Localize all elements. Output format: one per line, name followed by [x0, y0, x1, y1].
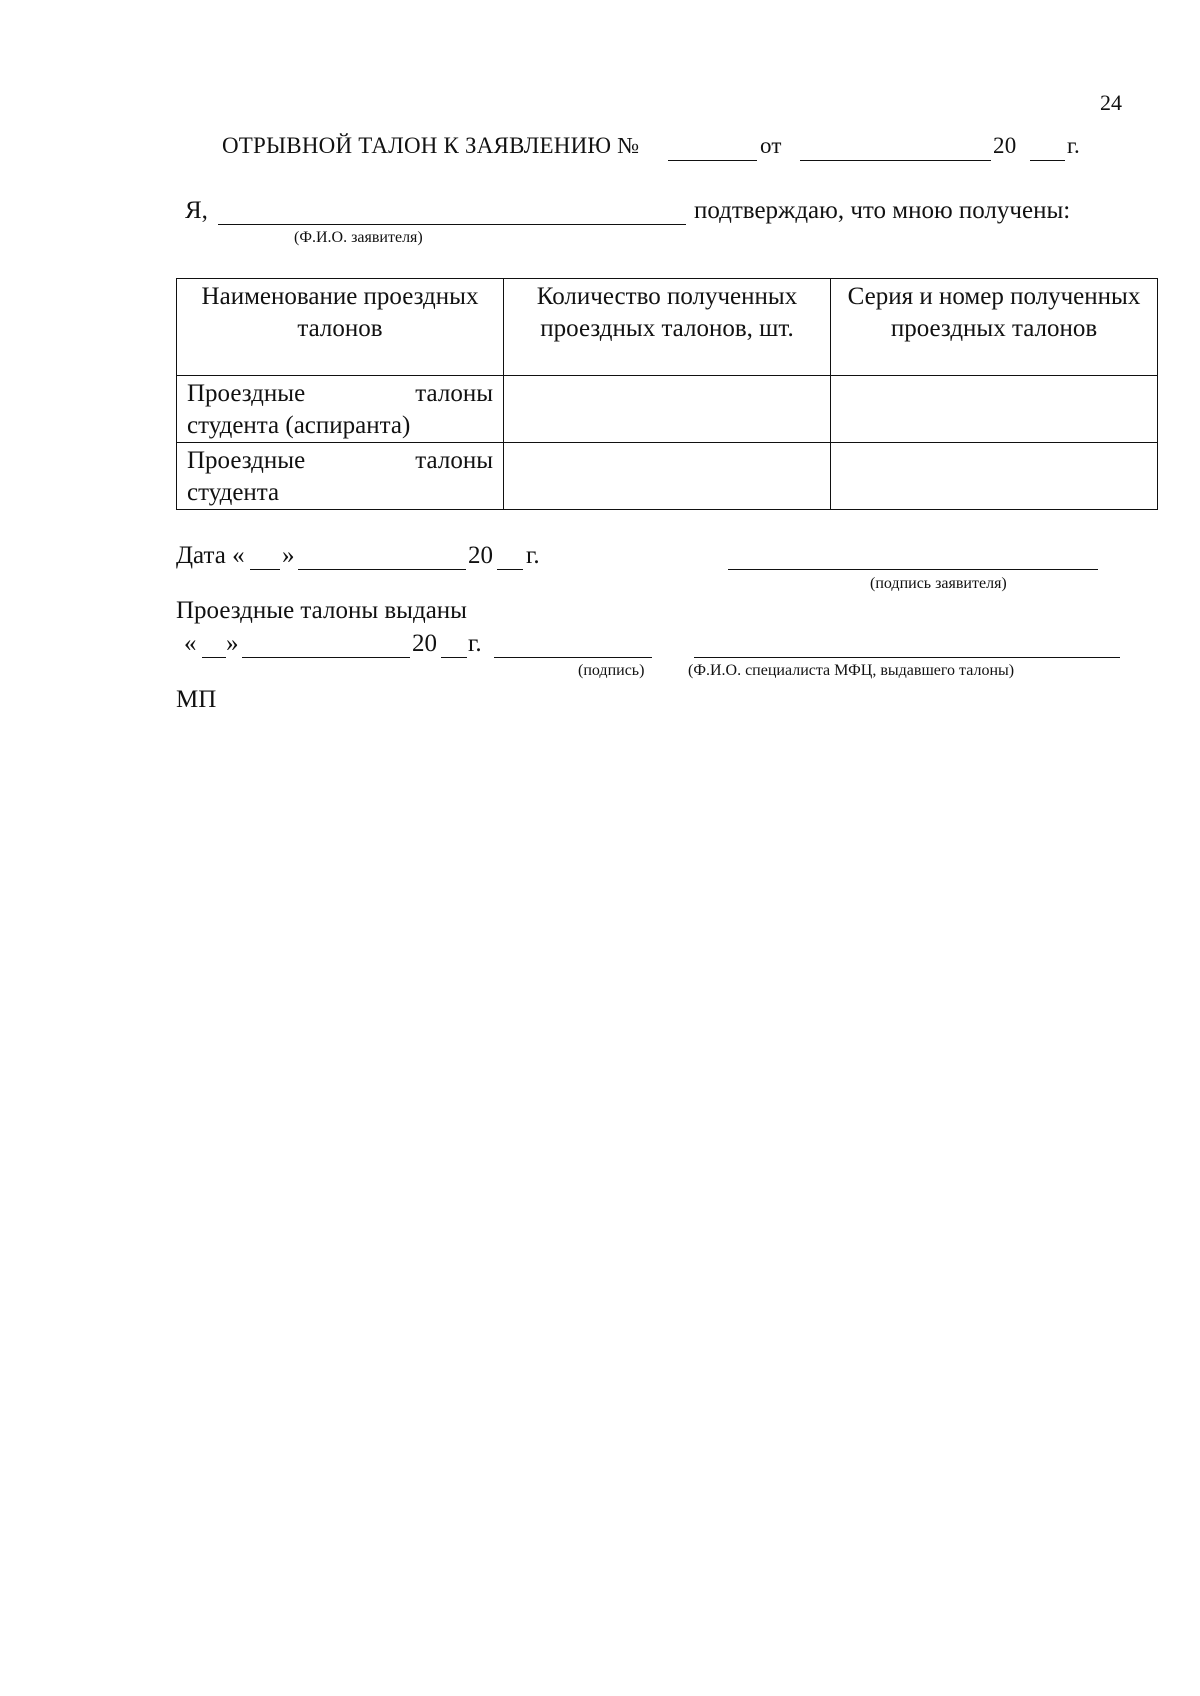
issued-quote-close: »: [226, 630, 239, 657]
ticket-series-cell[interactable]: [831, 376, 1158, 443]
ticket-quantity-cell[interactable]: [504, 376, 831, 443]
issued-quote-open: «: [184, 630, 197, 657]
table-header-row: [177, 279, 1158, 376]
confirm-prefix: Я,: [185, 197, 208, 224]
header-ticket-series: Серия и номер полученных проездных талонов: [831, 279, 1158, 376]
date-day-line[interactable]: [250, 569, 280, 570]
applicant-name-caption: (Ф.И.О. заявителя): [294, 229, 423, 246]
tickets-table: [176, 278, 1158, 510]
specialist-signature-line[interactable]: [494, 657, 652, 658]
date-year-suffix: г.: [526, 542, 540, 569]
ticket-name-word1: Проездные: [187, 447, 306, 474]
specialist-name-line[interactable]: [694, 657, 1120, 658]
ticket-name-cell: [177, 376, 504, 443]
issued-day-line[interactable]: [202, 657, 226, 658]
application-year-line[interactable]: [1030, 160, 1065, 161]
stamp-label: МП: [176, 686, 217, 713]
issued-year-prefix: 20: [412, 630, 437, 657]
page-number: 24: [1100, 90, 1122, 115]
title-year-suffix: г.: [1067, 133, 1080, 158]
date-month-line[interactable]: [298, 569, 466, 570]
application-date-line[interactable]: [800, 160, 991, 161]
ticket-name-word2: талоны: [415, 447, 493, 474]
ticket-name-word1: Проездные: [187, 380, 306, 407]
specialist-signature-caption: (подпись): [578, 662, 645, 679]
title-from-label: от: [760, 133, 782, 158]
date-label: Дата «: [176, 542, 245, 569]
table-row: [177, 376, 1158, 443]
header-ticket-name: Наименование проездных талонов: [177, 279, 504, 376]
issued-label: Проездные талоны выданы: [176, 597, 467, 624]
issued-year-suffix: г.: [468, 630, 482, 657]
title-label: ОТРЫВНОЙ ТАЛОН К ЗАЯВЛЕНИЮ №: [222, 133, 640, 158]
date-quote-close: »: [282, 542, 295, 569]
confirm-suffix: подтверждаю, что мною получены:: [694, 197, 1071, 224]
table-row: [177, 443, 1158, 510]
specialist-name-caption: (Ф.И.О. специалиста МФЦ, выдавшего талоны): [688, 662, 1015, 679]
date-year-line[interactable]: [497, 569, 523, 570]
issued-month-line[interactable]: [242, 657, 410, 658]
ticket-name-line2: студента (аспиранта): [187, 412, 411, 439]
applicant-signature-line[interactable]: [728, 569, 1098, 570]
applicant-signature-caption: (подпись заявителя): [870, 575, 1007, 592]
issued-year-line[interactable]: [441, 657, 467, 658]
ticket-name-word2: талоны: [415, 380, 493, 407]
ticket-quantity-cell[interactable]: [504, 443, 831, 510]
header-ticket-quantity: Количество полученных проездных талонов, шт.: [504, 279, 831, 376]
ticket-series-cell[interactable]: [831, 443, 1158, 510]
date-year-prefix: 20: [468, 542, 493, 569]
title-year-prefix: 20: [993, 133, 1017, 158]
application-number-line[interactable]: [668, 160, 757, 161]
applicant-name-line[interactable]: [218, 224, 686, 225]
ticket-name-cell: [177, 443, 504, 510]
ticket-name-line2: студента: [187, 479, 280, 506]
